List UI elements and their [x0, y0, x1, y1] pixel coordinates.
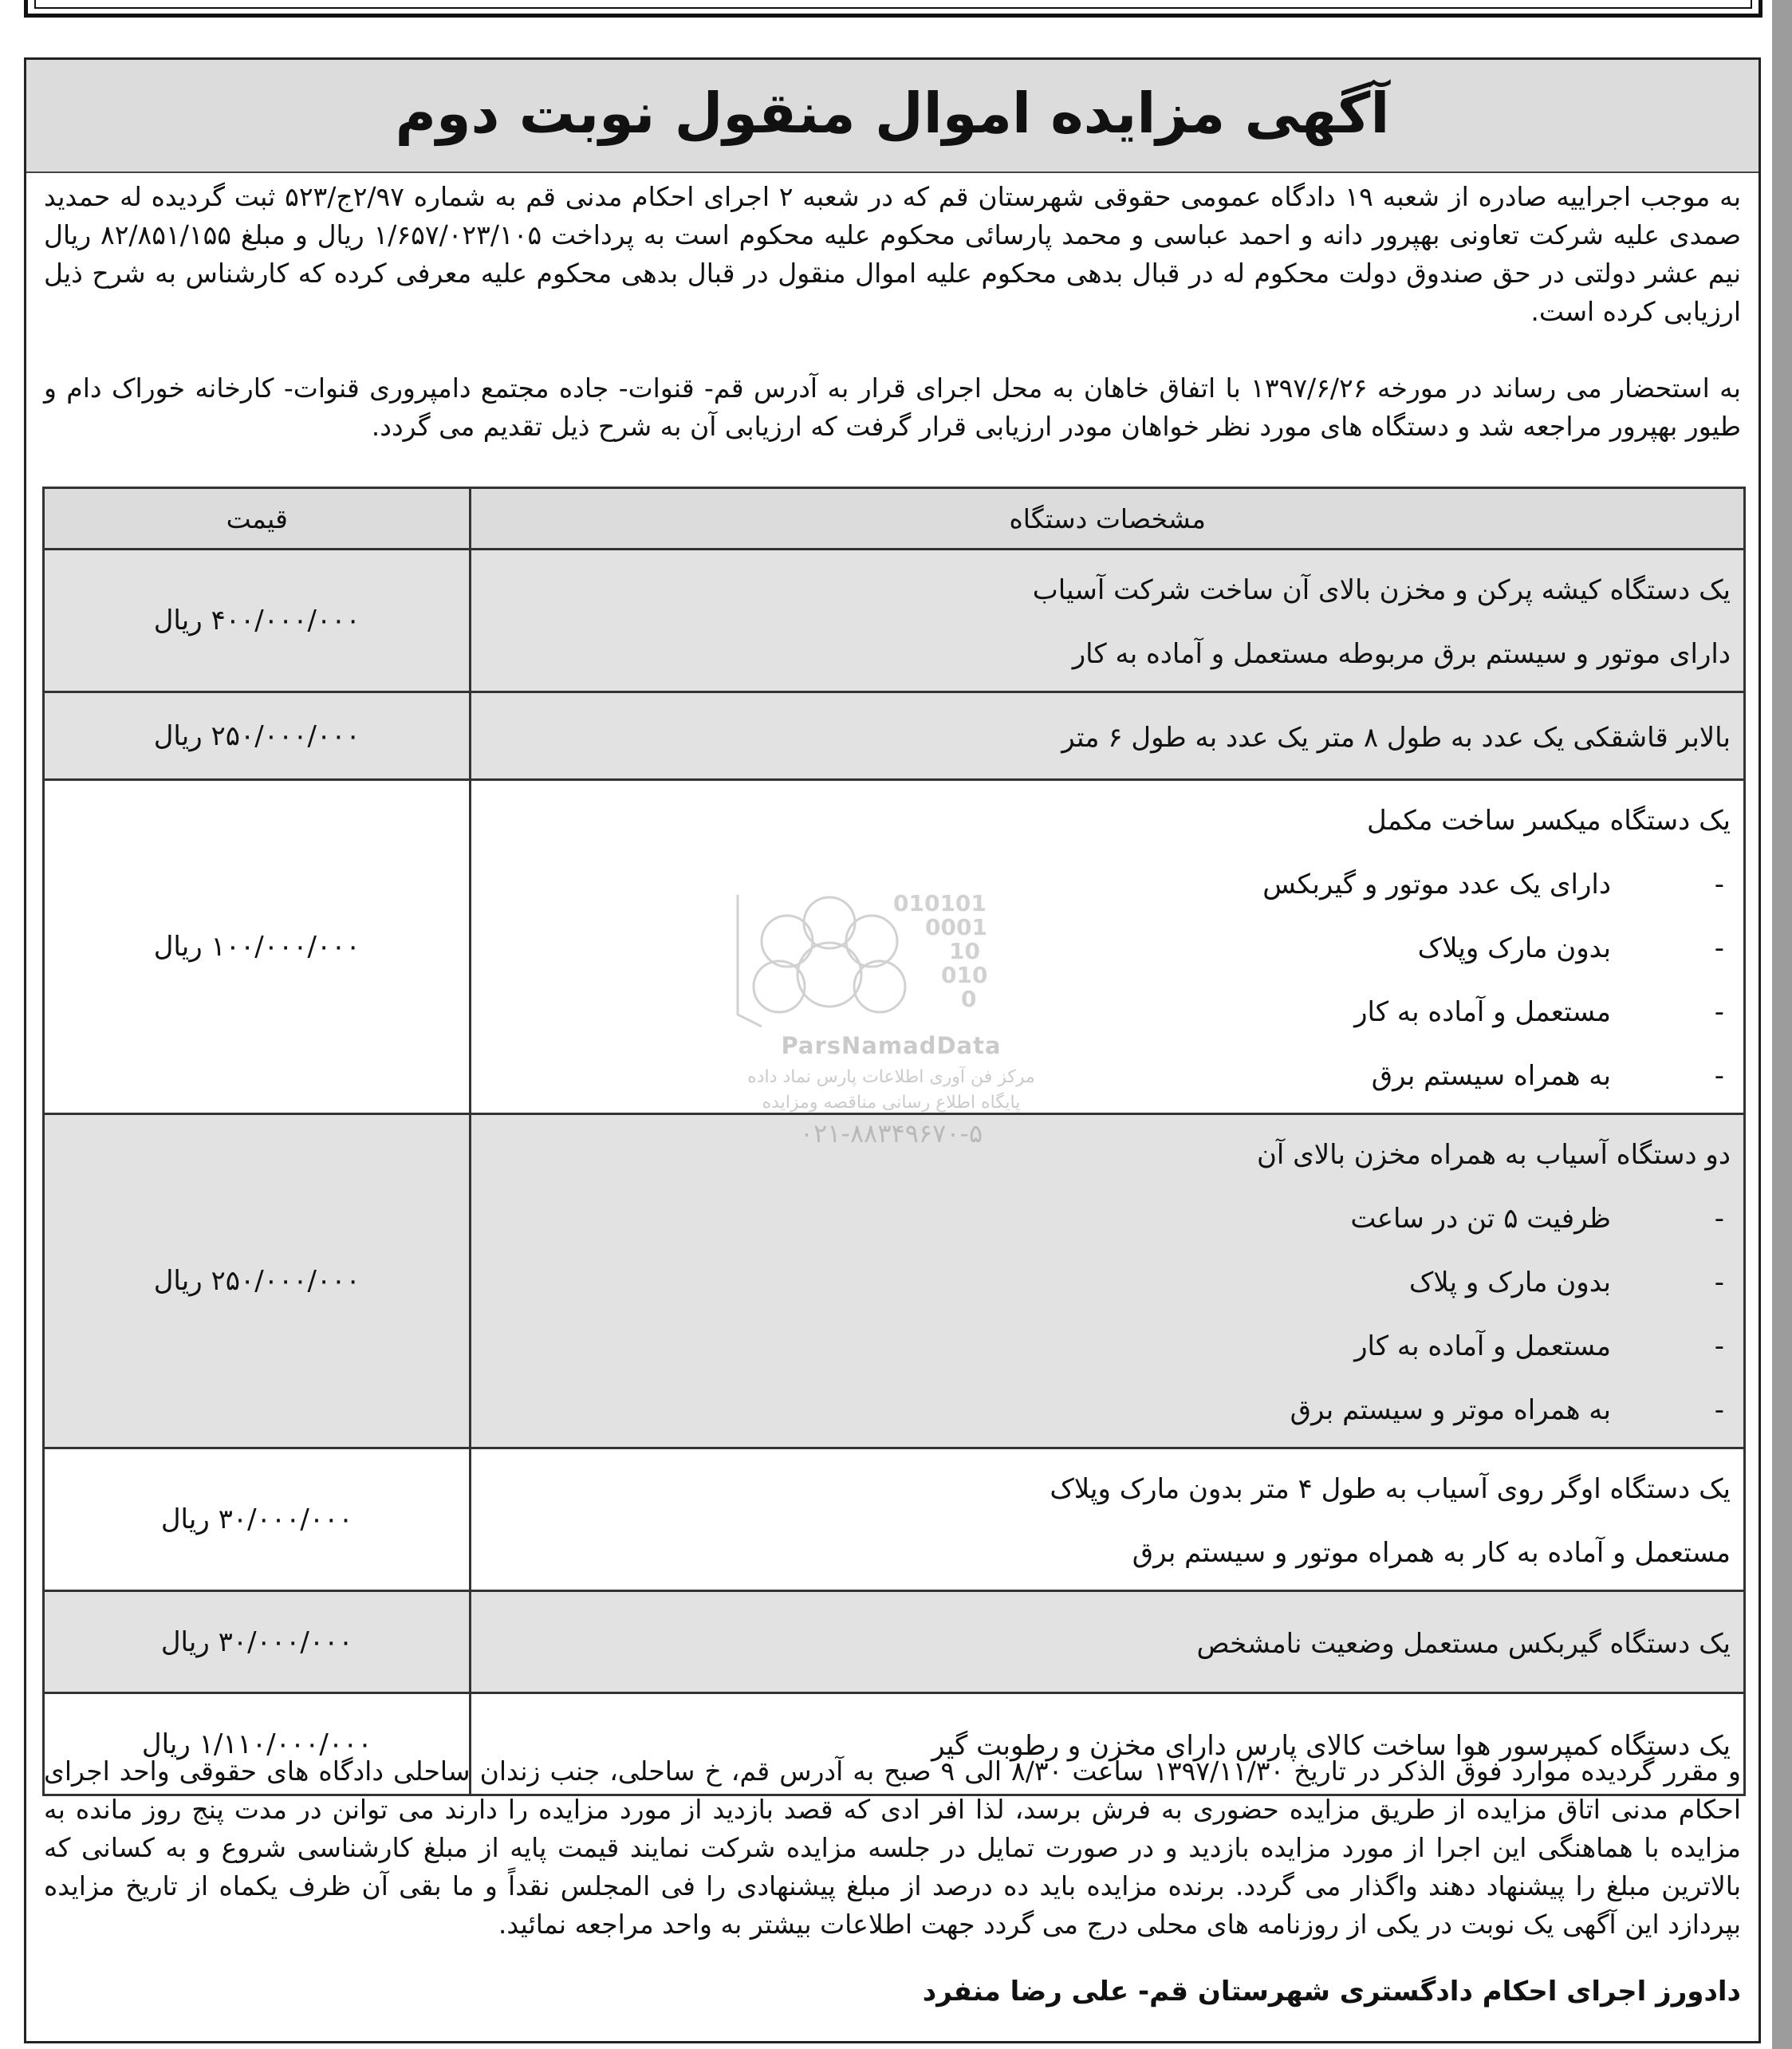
inspection-paragraph: به استحضار می رساند در مورخه ۱۳۹۷/۶/۲۶ با اتفاق خاهان به محل اجرای قرار به آدرس قم- قنوات- جاده مجتمع دامپروری قنوات- کارخانه خوراک دام و طیور بهپرور مراجعه شد و دستگاه های مورد نظر خواهان مودر ارزیابی قرار گرفت که ارزیابی آن به شرح ذیل تقدیم می گردد.	[44, 372, 1741, 442]
auction-notice	[24, 57, 1761, 2043]
intro-paragraph: به موجب اجراییه صادره از شعبه ۱۹ دادگاه عمومی حقوقی شهرستان قم که در شعبه ۲ اجرای احکام مدنی قم به شماره ۲/۹۷ج/۵۲۳ ثبت گردیده له حمدید صمدی علیه شرکت تعاونی بهپرور دانه و احمد عباسی و محمد پارسائی محکوم علیه محکوم است به پرداخت ۱/۶۵۷/۰۲۳/۱۰۵ ریال و مبلغ ۸۲/۸۵۱/۱۵۵ ریال نیم عشر دولتی در حق صندوق دولت محکوم له در قبال بدهی محکوم علیه اموال منقول در قبال بدهی محکوم علیه معرفی کرده که کارشناس به شرح ذیل ارزیابی کرده است.	[44, 181, 1741, 327]
table-row	[44, 550, 1745, 692]
table-row	[44, 1591, 1745, 1693]
spec-line: یک دستگاه اوگر روی آسیاب به طول ۴ متر بدون مارک وپلاک	[1050, 1473, 1731, 1505]
spec-bullet: - به همراه سیستم برق	[479, 1044, 1731, 1108]
spec-bullet: - دارای یک عدد موتور و گیربکس	[479, 853, 1731, 916]
item-price: ۱/۱۱۰/۰۰۰/۰۰۰ ریال	[44, 1693, 471, 1795]
watermark-digits: 0001	[925, 914, 987, 940]
table-header-row	[44, 488, 1745, 550]
spec-line: یک دستگاه کمپرسور هوا ساخت کالای پارس دارای مخزن و رطوبت گیر	[931, 1729, 1731, 1762]
item-price: ۱۰۰/۰۰۰/۰۰۰ ریال	[44, 780, 471, 1114]
spec-line: دارای موتور و سیستم برق مربوطه مستعمل و آماده به کار	[1072, 638, 1731, 670]
item-spec	[471, 692, 1745, 780]
spec-header: مشخصات دستگاه	[471, 488, 1745, 550]
price-header: قیمت	[44, 488, 471, 550]
watermark-phone: ۰۲۱-۸۸۳۴۹۶۷۰-۵	[799, 1118, 983, 1149]
table-row	[44, 780, 1745, 1114]
page-edge-stripe	[1772, 0, 1792, 2049]
signature: دادورز اجرای احکام دادگستری شهرستان قم- علی رضا منفرد	[922, 1976, 1741, 2008]
items-table	[42, 487, 1746, 1796]
spec-bullet: - مستعمل و آماده به کار	[479, 980, 1731, 1044]
spec-line: مستعمل و آماده به کار به همراه موتور و سیستم برق	[1132, 1537, 1731, 1569]
spec-bullet: - به همراه موتر و سیستم برق	[479, 1378, 1731, 1442]
watermark-digits: 0	[961, 986, 977, 1012]
item-price: ۴۰۰/۰۰۰/۰۰۰ ریال	[44, 550, 471, 692]
spec-line: یک دستگاه گیربکس مستعمل وضعیت نامشخص	[1196, 1627, 1731, 1660]
item-price: ۲۵۰/۰۰۰/۰۰۰ ریال	[44, 1114, 471, 1448]
watermark-digits: 010101	[893, 890, 987, 916]
item-spec	[471, 550, 1745, 692]
spec-line: یک دستگاه کیشه پرکن و مخزن بالای آن ساخت شرکت آسیاب	[1032, 574, 1731, 606]
spec-bullets	[479, 853, 1731, 1108]
item-spec	[471, 1591, 1745, 1693]
table-row	[44, 1114, 1745, 1448]
title-band	[26, 60, 1759, 173]
spec-line: یک دستگاه میکسر ساخت مکمل	[1367, 805, 1731, 837]
spec-bullets	[479, 1187, 1731, 1442]
item-price: ۲۵۰/۰۰۰/۰۰۰ ریال	[44, 692, 471, 780]
spec-line: بالابر قاشقکی یک عدد به طول ۸ متر یک عدد به طول ۶ متر	[1061, 721, 1731, 754]
spec-bullet: - بدون مارک وپلاک	[479, 916, 1731, 980]
item-price: ۳۰/۰۰۰/۰۰۰ ریال	[44, 1448, 471, 1591]
previous-notice-frame	[24, 0, 1762, 18]
watermark-line: مرکز فن آوری اطلاعات پارس نماد داده	[747, 1067, 1035, 1087]
closing-paragraph: و مقرر گردیده موارد فوق الذکر در تاریخ ۱۳۹۷/۱۱/۳۰ ساعت ۸/۳۰ الی ۹ صبح به آدرس قم، خ ساحلی، جنب زندان ساحلی دادگاه های حقوقی واحد اجرای احکام مدنی اتاق مزایده از طریق مزایده حضوری به فرش برسد، لذا افر ادی که قصد بازدید از مورد مزایده را دارند می توانن در مدت پنج روز مانده به مزایده با هماهنگی این اجرا از مورد مزایده بازدید و در صورت تمایل در جلسه مزایده شرکت نمایند قیمت پایه از مبلغ کارشناسی شروع و به کسانی که بالاترین مبلغ را پیشنهاد دهند واگذار می گردد. برنده مزایده باید ده درصد از مبلغ پیشنهادی را فی المجلس نقداً و ما بقی آن ظرف یکماه از تاریخ مزایده بپردازد این آگهی یک نوبت در یکی از روزنامه های محلی درج می گردد جهت اطلاعات بیشتر به واحد مراجعه نمائید.	[44, 1755, 1741, 1940]
table-row	[44, 692, 1745, 780]
spec-bullet: - ظرفیت ۵ تن در ساعت	[479, 1187, 1731, 1251]
table-row	[44, 1448, 1745, 1591]
watermark-digits: 10	[949, 938, 980, 964]
spec-bullet: - بدون مارک و پلاک	[479, 1251, 1731, 1314]
watermark-line: پایگاه اطلاع رسانی مناقصه ومزایده	[762, 1093, 1021, 1113]
spec-line: دو دستگاه آسیاب به همراه مخزن بالای آن	[1256, 1139, 1731, 1171]
item-spec	[471, 780, 1745, 1114]
notice-title: آگهی مزایده اموال منقول نوبت دوم	[395, 81, 1390, 146]
item-spec	[471, 1448, 1745, 1591]
spec-bullet: - مستعمل و آماده به کار	[479, 1314, 1731, 1378]
item-spec	[471, 1114, 1745, 1448]
watermark-digits: 010	[941, 962, 988, 988]
item-price: ۳۰/۰۰۰/۰۰۰ ریال	[44, 1591, 471, 1693]
watermark-brand: ParsNamadData	[781, 1032, 1002, 1059]
